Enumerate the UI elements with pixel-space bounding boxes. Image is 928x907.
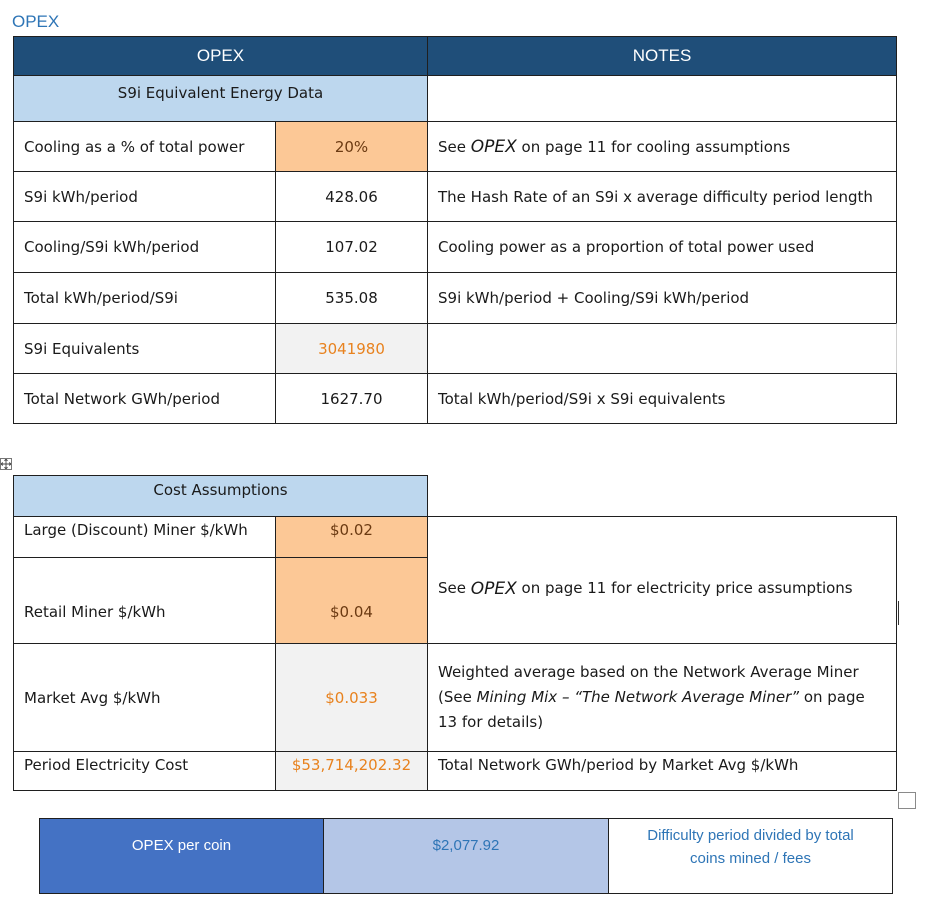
row-period-cost-note: Total Network GWh/period by Market Avg $/kWh (427, 751, 897, 791)
row-s9i-equiv-label: S9i Equivalents (13, 323, 276, 374)
row-total-kwh-note: S9i kWh/period + Cooling/S9i kWh/period (427, 272, 897, 324)
row-period-cost-value: $53,714,202.32 (275, 751, 428, 791)
row-large-miner-value: $0.02 (275, 516, 428, 558)
row-cooling-kwh-value: 107.02 (275, 221, 428, 273)
note-line: 13 for details) (438, 713, 544, 731)
note-text: on page 11 for cooling assumptions (516, 137, 791, 156)
row-network-gwh-value: 1627.70 (275, 373, 428, 424)
row-s9i-equiv-value: 3041980 (275, 323, 428, 374)
row-market-avg-label: Market Avg $/kWh (13, 643, 276, 752)
resize-box[interactable] (898, 792, 916, 809)
note-line: Weighted average based on the Network Average Miner (438, 663, 859, 681)
cost-subheader: Cost Assumptions (13, 475, 428, 517)
row-total-kwh-value: 535.08 (275, 272, 428, 324)
note-text: on page (799, 688, 865, 706)
row-market-avg-value: $0.033 (275, 643, 428, 752)
row-large-miner-label: Large (Discount) Miner $/kWh (13, 516, 276, 558)
page-title: OPEX (12, 12, 60, 31)
row-retail-miner-label: Retail Miner $/kWh (13, 557, 276, 644)
note-line: coins mined / fees (690, 850, 811, 867)
note-text: (See (438, 688, 477, 706)
price-note (427, 516, 897, 644)
note-italic: OPEX (470, 579, 517, 599)
row-cooling-label: Cooling as a % of total power (13, 121, 276, 172)
note-italic: OPEX (470, 136, 517, 157)
row-cooling-kwh-note: Cooling power as a proportion of total power used (427, 221, 897, 273)
energy-subheader-notes-blank (427, 75, 897, 122)
opex-per-coin-note (608, 818, 893, 894)
energy-subheader: S9i Equivalent Energy Data (13, 75, 428, 122)
row-period-cost-label: Period Electricity Cost (13, 751, 276, 791)
row-s9i-kwh-value: 428.06 (275, 171, 428, 222)
header-opex: OPEX (13, 36, 428, 76)
table-move-handle-icon[interactable] (0, 458, 12, 470)
row-network-gwh-label: Total Network GWh/period (13, 373, 276, 424)
note-italic: Mining Mix – “The Network Average Miner” (476, 688, 800, 706)
row-retail-miner-value: $0.04 (275, 557, 428, 644)
row-cooling-note (427, 121, 897, 172)
row-cooling-kwh-label: Cooling/S9i kWh/period (13, 221, 276, 273)
row-network-gwh-note: Total kWh/period/S9i x S9i equivalents (427, 373, 897, 424)
note-text: See (438, 579, 471, 597)
market-avg-note (427, 643, 897, 752)
text-cursor (898, 601, 899, 625)
row-s9i-equiv-note (427, 323, 897, 374)
header-notes: NOTES (427, 36, 897, 76)
note-line (438, 685, 886, 710)
note-line: Difficulty period divided by total (647, 827, 854, 844)
row-s9i-kwh-note: The Hash Rate of an S9i x average difficulty period length (427, 171, 897, 222)
opex-per-coin-value: $2,077.92 (323, 818, 609, 894)
row-total-kwh-label: Total kWh/period/S9i (13, 272, 276, 324)
note-text: See (438, 137, 471, 156)
opex-per-coin-label: OPEX per coin (39, 818, 324, 894)
note-text: on page 11 for electricity price assumptions (516, 579, 853, 597)
row-cooling-value: 20% (275, 121, 428, 172)
row-s9i-kwh-label: S9i kWh/period (13, 171, 276, 222)
